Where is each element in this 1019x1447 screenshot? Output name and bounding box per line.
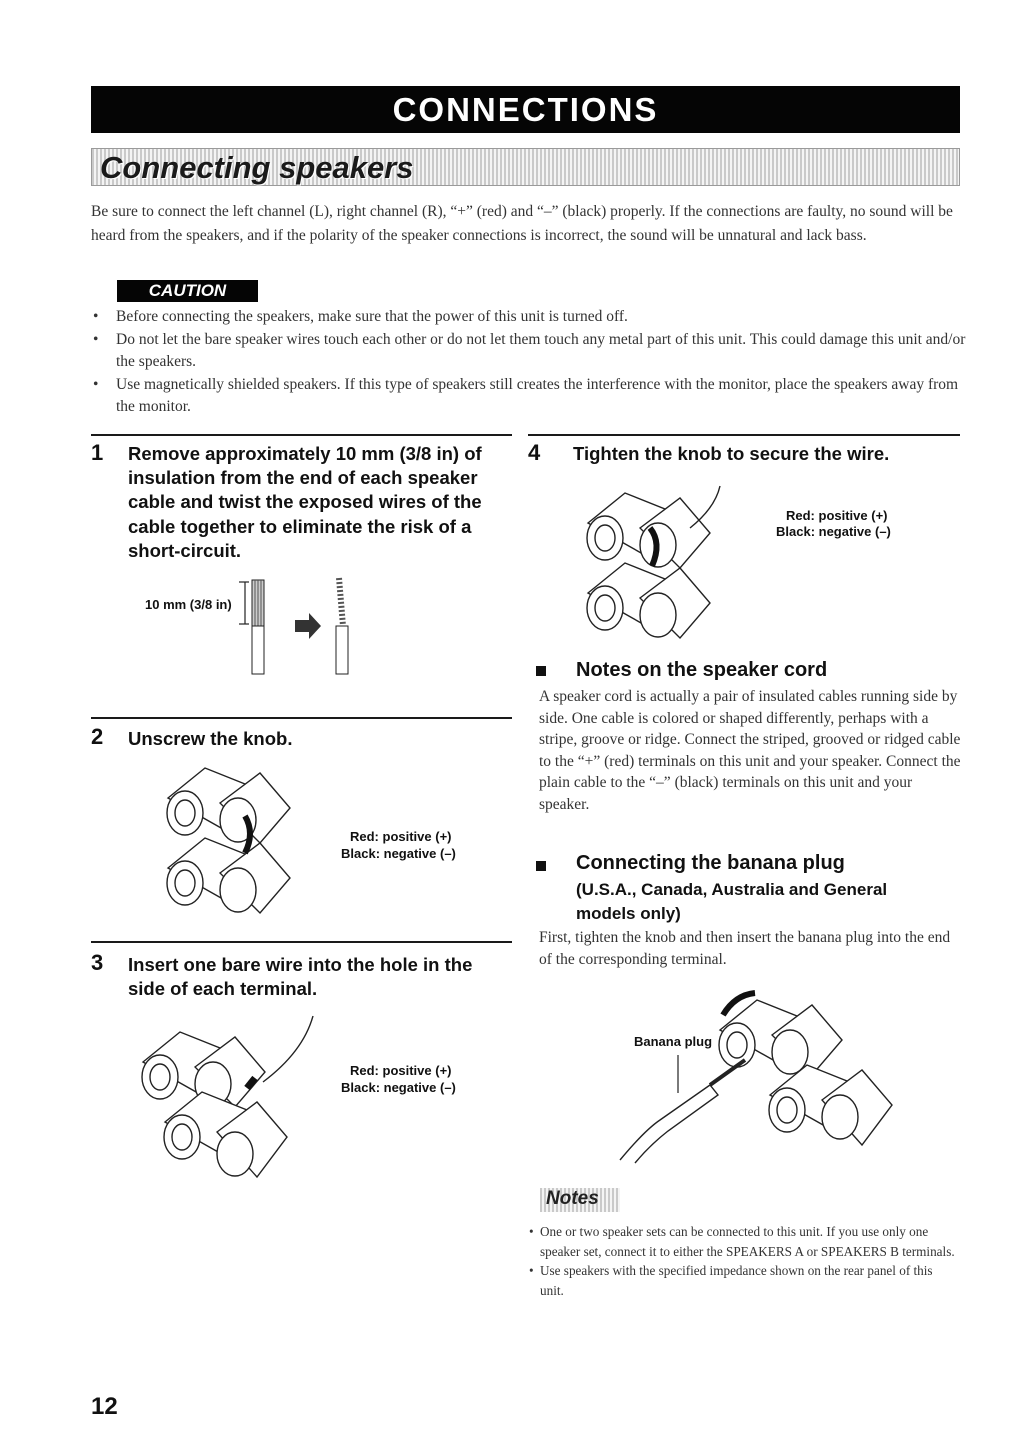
step-number: 2 bbox=[91, 724, 104, 749]
black-negative-label: Black: negative (–) bbox=[341, 1080, 456, 1095]
banana-plug-body: First, tighten the knob and then insert the banana plug into the end of the corresponding terminal. bbox=[539, 929, 951, 968]
black-negative-label: Black: negative (–) bbox=[776, 524, 891, 539]
terminal-insert-figure bbox=[135, 1012, 315, 1192]
step-instruction: Unscrew the knob. bbox=[128, 728, 293, 749]
notes-list bbox=[528, 1222, 958, 1300]
banana-plug-subheading: (U.S.A., Canada, Australia and General models only) bbox=[576, 880, 888, 923]
caution-item: • Do not let the bare speaker wires touch each other or do not let them touch any metal part of this unit. This could damage this unit and/or the speakers. bbox=[91, 329, 966, 374]
notes-item: • One or two speaker sets can be connected to this unit. If you use only one speaker set, connect it to either the SPEAKERS A or SPEAKERS B terminals. bbox=[528, 1222, 958, 1261]
page-number: 12 bbox=[91, 1393, 118, 1420]
terminal-tighten-figure bbox=[580, 478, 730, 648]
header-bar bbox=[91, 86, 960, 133]
caution-list bbox=[91, 306, 966, 419]
strip-length-label: 10 mm (3/8 in) bbox=[145, 597, 232, 612]
caution-item: • Use magnetically shielded speakers. If this type of speakers still creates the interference with the monitor, place the speakers away from the monitor. bbox=[91, 374, 966, 419]
caution-badge: CAUTION bbox=[117, 280, 258, 302]
notes-item: • Use speakers with the specified impedance shown on the rear panel of this unit. bbox=[528, 1261, 958, 1300]
step-instruction: Tighten the knob to secure the wire. bbox=[573, 443, 890, 464]
red-positive-label: Red: positive (+) bbox=[350, 829, 452, 844]
section-bullet bbox=[536, 861, 546, 871]
divider bbox=[91, 941, 512, 943]
intro-paragraph: Be sure to connect the left channel (L), right channel (R), “+” (red) and “–” (black) properly. If the connections are faulty, no sound will be heard from the speakers, and if the polarity of the speaker connections is incorrect, the sound will be unnatural and lack bass. bbox=[91, 203, 953, 244]
black-negative-label: Black: negative (–) bbox=[341, 846, 456, 861]
red-positive-label: Red: positive (+) bbox=[350, 1063, 452, 1078]
banana-plug-label: Banana plug bbox=[634, 1034, 713, 1049]
terminal-unscrew-figure bbox=[160, 758, 300, 918]
section-heading-bar bbox=[91, 148, 960, 186]
step-instruction: Remove approximately 10 mm (3/8 in) of insulation from the end of each speaker cable and twist the exposed wires of the cable together to eliminate the risk of a short-circuit. bbox=[128, 443, 482, 561]
red-positive-label: Red: positive (+) bbox=[786, 508, 888, 523]
section-title: Connecting speakers bbox=[100, 150, 414, 185]
notes-label: Notes bbox=[546, 1188, 599, 1209]
page-title: CONNECTIONS bbox=[392, 91, 659, 128]
divider bbox=[91, 434, 512, 436]
step-number: 1 bbox=[91, 440, 104, 465]
caution-item: • Before connecting the speakers, make sure that the power of this unit is turned off. bbox=[91, 306, 966, 329]
speaker-cord-heading: Notes on the speaker cord bbox=[576, 659, 828, 681]
banana-plug-figure bbox=[610, 985, 910, 1165]
step-number: 4 bbox=[528, 440, 541, 465]
section-bullet bbox=[536, 666, 546, 676]
step-number: 3 bbox=[91, 950, 104, 975]
step-instruction: Insert one bare wire into the hole in the side of each terminal. bbox=[128, 954, 473, 1000]
divider bbox=[91, 717, 512, 719]
speaker-cord-body: A speaker cord is actually a pair of insulated cables running side by side. One cable is colored or shaped differently, perhaps with a stripe, groove or ridge. Connect the striped, grooved or ridged cable to the “+” (red) terminals on this unit and your speaker. Connect the plain cable to the “–” (black) terminals on this unit and your speaker. bbox=[539, 688, 961, 813]
stripped-wire-figure bbox=[235, 570, 385, 680]
divider bbox=[528, 434, 960, 436]
notes-badge bbox=[540, 1188, 620, 1212]
banana-plug-heading: Connecting the banana plug bbox=[576, 852, 845, 874]
